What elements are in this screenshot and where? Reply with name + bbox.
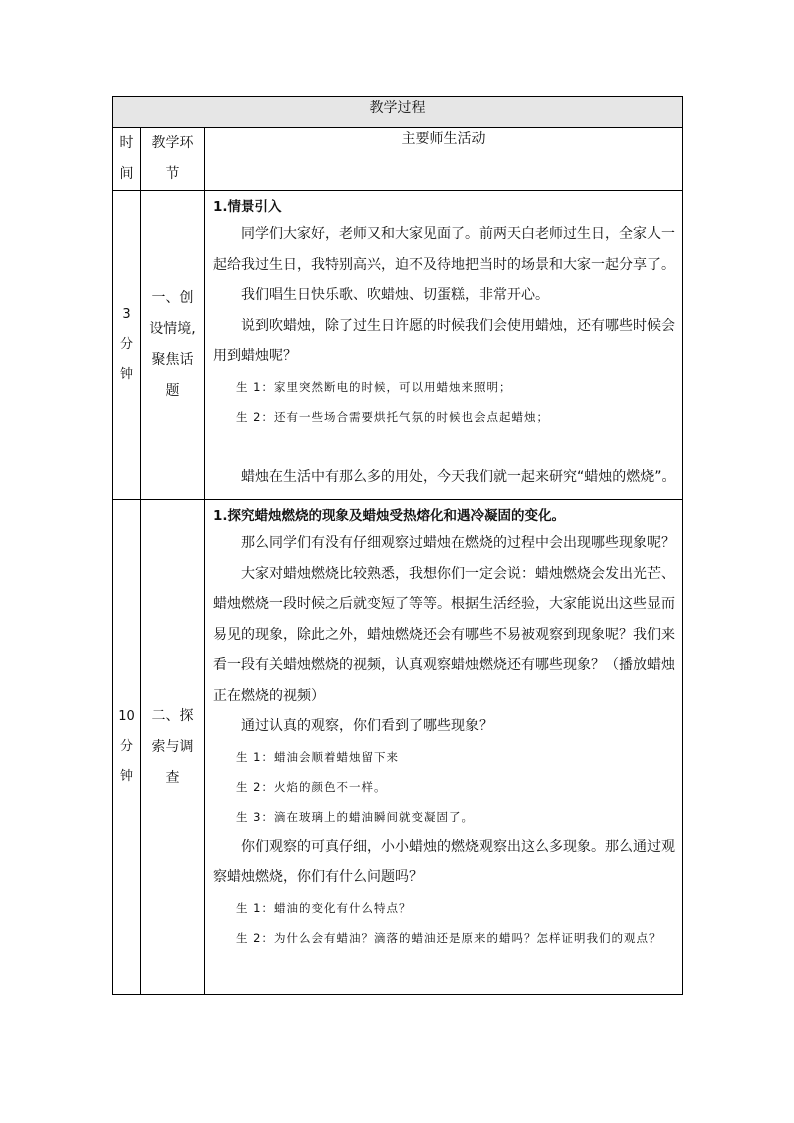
row-1-paragraph: 同学们大家好，老师又和大家见面了。前两天白老师过生日，全家人一起给我过生日，我特别高兴，迫不及待地把当时的场景和大家一起分享了。 bbox=[213, 226, 675, 273]
row-2-student-question: 生 2：为什么会有蜡油？滴落的蜡油还是原来的蜡吗？怎样证明我们的观点？ bbox=[236, 930, 662, 945]
row-2-time-line-3: 钟 bbox=[119, 769, 133, 784]
row-2-student-question: 生 1：蜡油的变化有什么特点？ bbox=[236, 900, 412, 915]
row-1-activity bbox=[205, 191, 683, 500]
row-1-time bbox=[113, 191, 141, 500]
row-1-stage bbox=[141, 191, 205, 500]
row-2-student-answer: 生 1：蜡油会顺着蜡烛留下来 bbox=[236, 749, 399, 764]
row-1-time-line-3: 钟 bbox=[119, 367, 133, 382]
row-2-paragraph: 通过认真的观察，你们看到了哪些现象？ bbox=[241, 718, 493, 734]
row-1-stage-line-4: 题 bbox=[165, 383, 180, 399]
row-2-time-line-2: 分 bbox=[119, 739, 133, 754]
row-1-blank-line bbox=[213, 432, 676, 462]
row-1-time-line-1: 3 bbox=[122, 307, 131, 322]
row-2-activity bbox=[205, 500, 683, 995]
row-1-stage-line-3: 聚焦话 bbox=[151, 352, 194, 368]
table-row bbox=[113, 191, 683, 500]
row-1-paragraph: 说到吹蜡烛，除了过生日许愿的时候我们会使用蜡烛，还有哪些时候会用到蜡烛呢？ bbox=[213, 317, 675, 364]
teaching-process-table bbox=[112, 96, 683, 995]
row-2-student-answer: 生 3：滴在玻璃上的蜡油瞬间就变凝固了。 bbox=[236, 809, 474, 824]
row-2-stage-line-3: 查 bbox=[165, 769, 180, 786]
row-1-section-title: 1.情景引入 bbox=[213, 199, 282, 215]
table-header-row bbox=[113, 128, 683, 191]
row-1-stage-line-2: 设情境, bbox=[149, 321, 196, 337]
header-stage-line-1: 教学环 bbox=[151, 135, 194, 151]
lesson-plan-sheet bbox=[112, 96, 682, 995]
header-time-line-1: 时 bbox=[119, 135, 134, 151]
row-2-paragraph: 那么同学们有没有仔细观察过蜡烛在燃烧的过程中会出现哪些现象呢？ bbox=[241, 535, 675, 551]
row-2-time bbox=[113, 500, 141, 995]
row-2-time-line-1: 10 bbox=[118, 709, 135, 724]
header-activity: 主要师生活动 bbox=[205, 128, 683, 191]
row-1-student-answer: 生 1：家里突然断电的时候，可以用蜡烛来照明； bbox=[236, 379, 512, 394]
row-2-student-answer: 生 2：火焰的颜色不一样。 bbox=[236, 779, 387, 794]
row-2-section-title: 1.探究蜡烛燃烧的现象及蜡烛受热熔化和遇冷凝固的变化。 bbox=[213, 508, 566, 524]
row-1-student-answer: 生 2：还有一些场合需要烘托气氛的时候也会点起蜡烛； bbox=[236, 409, 549, 424]
row-2-paragraph: 大家对蜡烛燃烧比较熟悉，我想你们一定会说：蜡烛燃烧会发出光芒、蜡烛燃烧一段时候之后就变短了等等。根据生活经验，大家能说出这些显而易见的现象，除此之外，蜡烛燃烧还会有哪些不易被观察到现象呢？我们来看一段有关蜡烛燃烧的视频，认真观察蜡烛燃烧还有哪些现象？（播放蜡烛正在燃烧的视频） bbox=[213, 565, 675, 704]
header-time bbox=[113, 128, 141, 191]
row-2-stage-line-1: 二、探 bbox=[151, 707, 194, 724]
row-2-stage bbox=[141, 500, 205, 995]
row-1-paragraph: 蜡烛在生活中有那么多的用处，今天我们就一起来研究“蜡烛的燃烧”。 bbox=[241, 468, 676, 485]
row-2-paragraph: 你们观察的可真仔细，小小蜡烛的燃烧观察出这么多现象。那么通过观察蜡烛燃烧，你们有什么问题吗？ bbox=[213, 838, 675, 885]
row-2-stage-line-2: 索与调 bbox=[151, 738, 194, 755]
header-stage bbox=[141, 128, 205, 191]
row-1-time-line-2: 分 bbox=[119, 337, 133, 352]
header-stage-line-2: 节 bbox=[165, 166, 180, 182]
header-time-line-2: 间 bbox=[119, 166, 134, 182]
row-1-paragraph: 我们唱生日快乐歌、吹蜡烛、切蛋糕，非常开心。 bbox=[241, 287, 549, 303]
table-row bbox=[113, 500, 683, 995]
table-title: 教学过程 bbox=[113, 97, 683, 128]
table-title-row bbox=[113, 97, 683, 128]
row-1-stage-line-1: 一、创 bbox=[151, 290, 194, 306]
